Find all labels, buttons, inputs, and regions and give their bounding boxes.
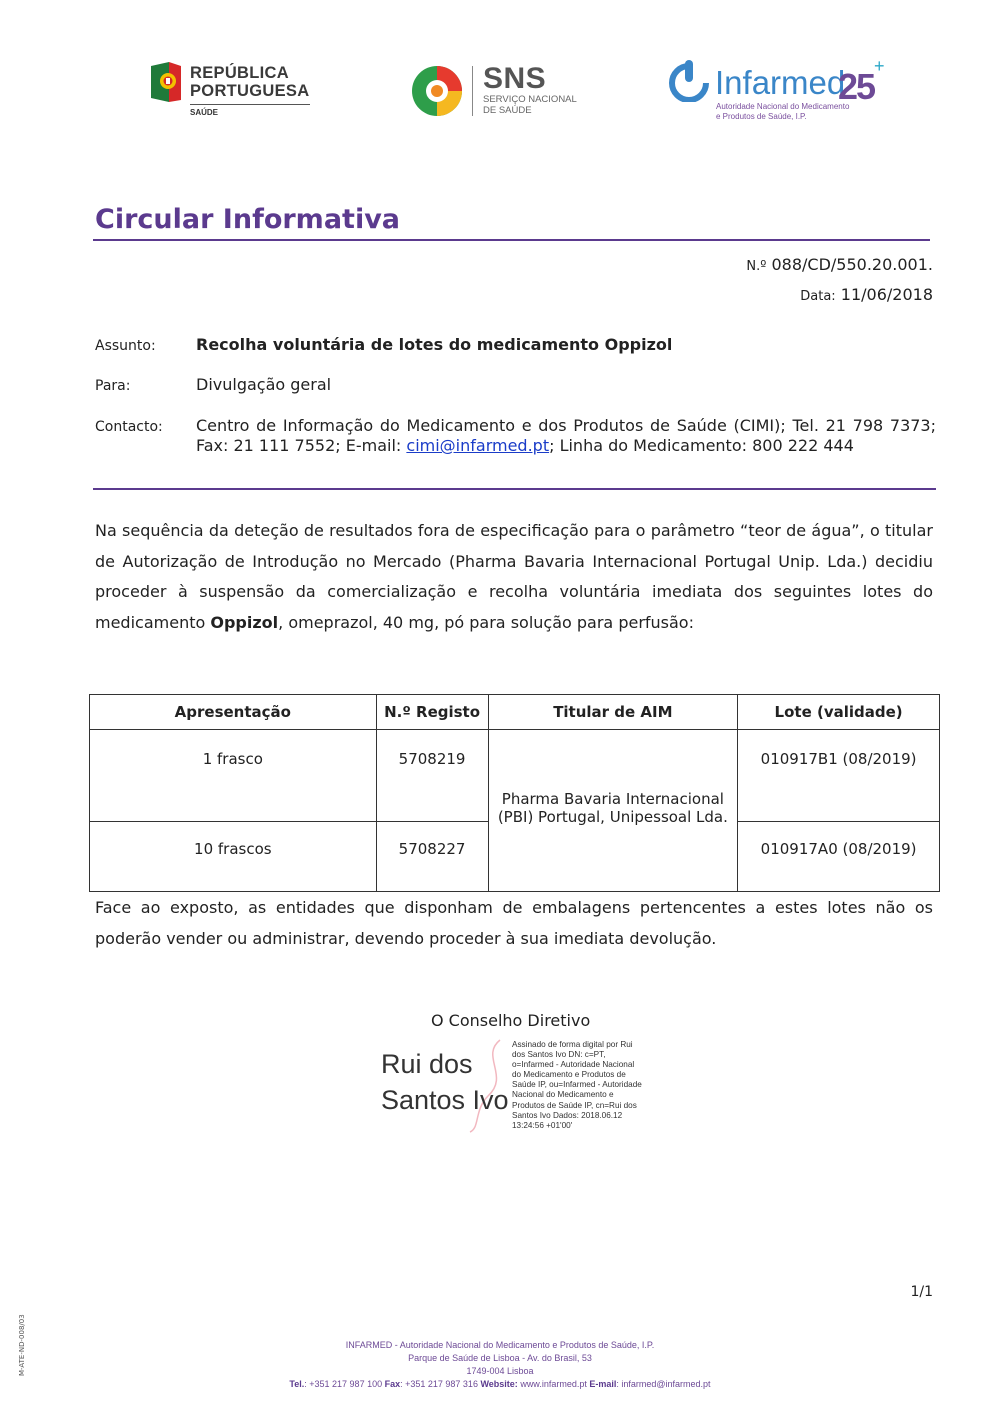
footer-line1: INFARMED - Autoridade Nacional do Medicamento e Produtos de Saúde, I.P. bbox=[345, 1340, 655, 1350]
signatory-name-line1: Rui dos bbox=[381, 1049, 473, 1079]
footer-line2: Parque de Saúde de Lisboa - Av. do Brasil, 53 bbox=[408, 1353, 592, 1363]
sns-divider bbox=[472, 66, 473, 116]
portuguese-flag-icon bbox=[147, 60, 183, 106]
republica-portuguesa-logo bbox=[147, 60, 317, 124]
titular-text: Pharma Bavaria Internacional (PBI) Portugal, Unipessoal Lda. bbox=[497, 789, 728, 826]
infarmed-name: Infarmed bbox=[715, 64, 846, 101]
contacto-email-link[interactable]: cimi@infarmed.pt bbox=[406, 436, 550, 455]
infarmed-symbol-icon bbox=[668, 60, 710, 102]
footer-web[interactable]: www.infarmed.pt bbox=[517, 1379, 587, 1389]
contacto-value bbox=[196, 416, 936, 456]
digital-signature-details: Assinado de forma digital por Rui dos Santos Ivo DN: c=PT, o=Infarmed - Autoridade Nacional do Medicamento e Produtos de Saúde IP, ou=Infarmed - Autoridade Nacional do Medicamento e Produtos de Saúde IP, cn=Rui dos Santos Ivo Dados: 2018.06.12 13:24:56 +01'00' bbox=[512, 1040, 642, 1130]
header-apresentacao: Apresentação bbox=[90, 695, 377, 730]
footer-email-label: E-mail bbox=[589, 1379, 617, 1389]
signatory-name-line2: Santos Ivo bbox=[381, 1085, 509, 1115]
assunto-label: Assunto: bbox=[95, 338, 156, 354]
conclusion-paragraph: Face ao exposto, as entidades que disponham de embalagens pertencentes a estes lotes não os poderão vender ou administrar, devendo proceder à sua imediata devolução. bbox=[95, 898, 933, 948]
sns-name: SNS bbox=[483, 62, 547, 95]
infarmed-logo bbox=[668, 56, 898, 122]
table-row bbox=[90, 730, 940, 822]
date-label: Data: bbox=[800, 289, 836, 304]
contacto-label: Contacto: bbox=[95, 419, 163, 435]
republica-line1: REPÚBLICA bbox=[190, 64, 289, 82]
cell-titular bbox=[488, 730, 738, 892]
lots-table bbox=[89, 694, 940, 892]
intro-text-after: , omeprazol, 40 mg, pó para solução para perfusão: bbox=[278, 612, 694, 632]
republica-sub: SAÚDE bbox=[190, 108, 219, 117]
republica-divider bbox=[190, 104, 310, 105]
footer-line3: 1749-004 Lisboa bbox=[466, 1366, 534, 1376]
intro-text-before: Na sequência da deteção de resultados fora de especificação para o parâmetro “teor de água”, o titular de Autorização de Introdução no Mercado (Pharma Bavaria Internacional Portugal Unip. Lda.) decidiu proceder à suspensão da comercialização e recolha voluntária imediata dos seguintes lotes do medicamento bbox=[95, 521, 933, 632]
republica-line2: PORTUGUESA bbox=[190, 82, 310, 100]
infarmed-sub2: e Produtos de Saúde, I.P. bbox=[716, 112, 807, 121]
sns-emblem-icon bbox=[410, 64, 464, 118]
footer-tel-label: Tel. bbox=[289, 1379, 305, 1389]
para-value: Divulgação geral bbox=[196, 375, 332, 394]
footer-web-label: Website: bbox=[480, 1379, 518, 1389]
cell-apresentacao: 10 frascos bbox=[90, 822, 377, 892]
title-underline bbox=[93, 239, 930, 241]
footer-email[interactable]: : infarmed@infarmed.pt bbox=[616, 1379, 711, 1389]
contacto-text-after: ; Linha do Medicamento: 800 222 444 bbox=[549, 436, 854, 455]
footer-fax: : +351 217 987 316 bbox=[400, 1379, 478, 1389]
assunto-value: Recolha voluntária de lotes do medicamento Oppizol bbox=[196, 335, 673, 354]
page-title: Circular Informativa bbox=[95, 204, 401, 235]
reference-number bbox=[746, 255, 933, 274]
cell-lote: 010917A0 (08/2019) bbox=[738, 822, 940, 892]
document-code: M-ATE-ND-008/03 bbox=[18, 1314, 26, 1376]
sns-sub2: DE SAÚDE bbox=[483, 105, 532, 116]
sns-logo bbox=[410, 62, 580, 120]
intro-paragraph bbox=[95, 516, 933, 638]
header-registo: N.º Registo bbox=[376, 695, 488, 730]
board-label: O Conselho Diretivo bbox=[431, 1011, 591, 1030]
para-label: Para: bbox=[95, 378, 131, 394]
reference-value: 088/CD/550.20.001. bbox=[771, 255, 933, 274]
infarmed-plus: + bbox=[874, 56, 885, 76]
cell-registo: 5708219 bbox=[376, 730, 488, 822]
sns-sub1: SERVIÇO NACIONAL bbox=[483, 94, 577, 105]
infarmed-anniversary: 25 bbox=[838, 66, 875, 107]
signatory-name bbox=[381, 1046, 509, 1118]
intro-drug-name: Oppizol bbox=[210, 612, 279, 632]
reference-prefix: N.º bbox=[746, 259, 767, 274]
footer-contacts bbox=[0, 1379, 1000, 1389]
header-lote: Lote (validade) bbox=[738, 695, 940, 730]
cell-apresentacao: 1 frasco bbox=[90, 730, 377, 822]
cell-registo: 5708227 bbox=[376, 822, 488, 892]
footer-fax-label: Fax bbox=[384, 1379, 401, 1389]
date-value: 11/06/2018 bbox=[840, 285, 933, 304]
contacto-text-before: Centro de Informação do Medicamento e dos Produtos de Saúde (CIMI); Tel. 21 798 7373; Fax: 21 111 7552; E-mail: bbox=[196, 416, 936, 455]
table-header-row bbox=[90, 695, 940, 730]
page-number: 1/1 bbox=[910, 1284, 933, 1300]
header-titular: Titular de AIM bbox=[488, 695, 738, 730]
infarmed-sub1: Autoridade Nacional do Medicamento bbox=[716, 102, 850, 111]
cell-lote: 010917B1 (08/2019) bbox=[738, 730, 940, 822]
meta-divider bbox=[93, 488, 936, 490]
footer-tel: : +351 217 987 100 bbox=[304, 1379, 383, 1389]
document-date bbox=[800, 285, 933, 304]
